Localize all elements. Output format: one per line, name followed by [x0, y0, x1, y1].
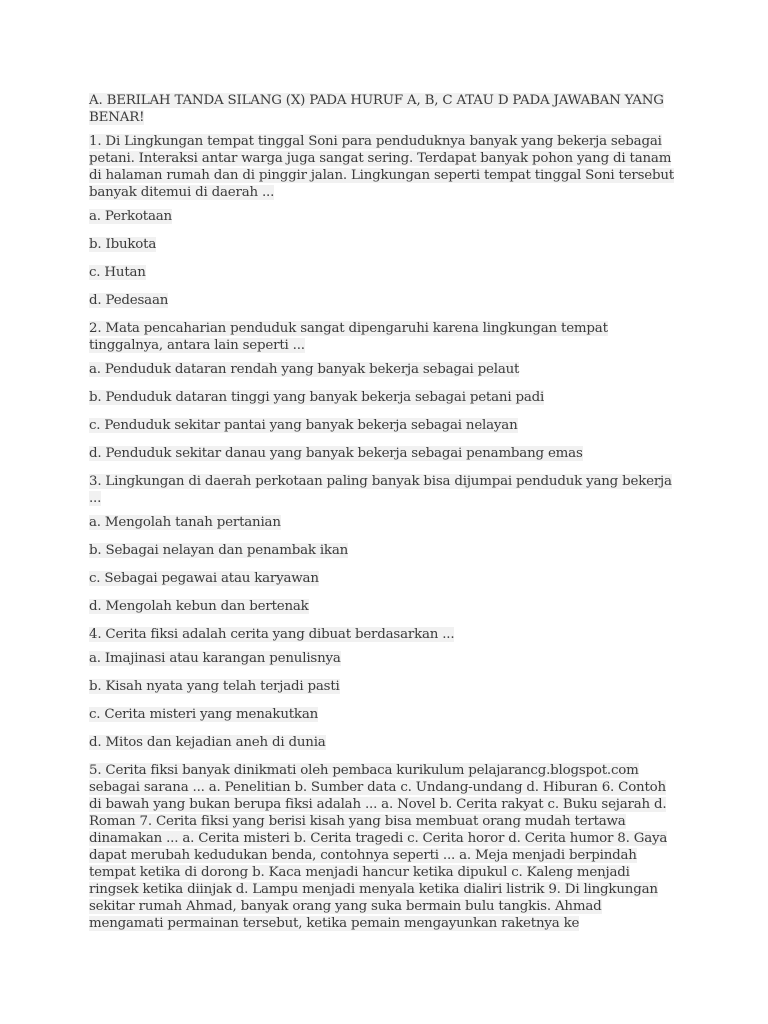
option-c: c. Penduduk sekitar pantai yang banyak bekerja sebagai nelayan [89, 418, 518, 433]
option-d: d. Penduduk sekitar danau yang banyak bekerja sebagai penambang emas [89, 446, 583, 461]
question-text: 2. Mata pencaharian penduduk sangat dipengaruhi karena lingkungan tempat tinggalnya, antara lain seperti ... [89, 321, 608, 353]
continued-questions-paragraph: 5. Cerita fiksi banyak dinikmati oleh pembaca kurikulum pelajarancg.blogspot.com sebagai sarana ... a. Penelitian b. Sumber data c. Undang-undang d. Hiburan 6. Contoh di bawah yang bukan berupa fiksi adalah ... a. Novel b. Cerita rakyat c. Buku sejarah d. Roman 7. Cerita fiksi yang berisi kisah yang bisa membuat orang mudah tertawa dinamakan ... a. Cerita misteri b. Cerita tragedi c. Cerita horor d. Cerita humor 8. Gaya dapat merubah kedudukan benda, contohnya seperti ... a. Meja menjadi berpindah tempat ketika di dorong b. Kaca menjadi hancur ketika dipukul c. Kaleng menjadi ringsek ketika diinjak d. Lampu menjadi menyala ketika dialiri listrik 9. Di lingkungan sekitar rumah Ahmad, banyak orang yang suka bermain bulu tangkis. Ahmad mengamati permainan tersebut, ketika pemain mengayunkan raketnya ke [89, 763, 668, 931]
option-b: b. Penduduk dataran tinggi yang banyak bekerja sebagai petani padi [89, 390, 545, 405]
question-text: 3. Lingkungan di daerah perkotaan paling banyak bisa dijumpai penduduk yang bekerja ... [89, 474, 672, 506]
question-4 [89, 626, 679, 751]
option-c: c. Cerita misteri yang menakutkan [89, 707, 319, 722]
option-c: c. Sebagai pegawai atau karyawan [89, 571, 319, 586]
option-a: a. Imajinasi atau karangan penulisnya [89, 651, 341, 666]
document-page [89, 92, 679, 932]
option-b: b. Kisah nyata yang telah terjadi pasti [89, 679, 340, 694]
option-b: b. Ibukota [89, 237, 157, 252]
option-a: a. Mengolah tanah pertanian [89, 515, 281, 530]
instruction-heading: A. BERILAH TANDA SILANG (X) PADA HURUF A, B, C ATAU D PADA JAWABAN YANG BENAR! [89, 93, 664, 125]
option-d: d. Pedesaan [89, 293, 169, 308]
question-2 [89, 320, 679, 462]
question-1 [89, 133, 679, 309]
question-text: 1. Di Lingkungan tempat tinggal Soni para penduduknya banyak yang bekerja sebagai petani. Interaksi antar warga juga sangat sering. Terdapat banyak pohon yang di tanam di halaman rumah dan di pinggir jalan. Lingkungan seperti tempat tinggal Soni tersebut banyak ditemui di daerah ... [89, 134, 674, 200]
question-3 [89, 473, 679, 615]
option-c: c. Hutan [89, 265, 146, 280]
option-d: d. Mengolah kebun dan bertenak [89, 599, 309, 614]
option-b: b. Sebagai nelayan dan penambak ikan [89, 543, 349, 558]
option-a: a. Perkotaan [89, 209, 172, 224]
option-d: d. Mitos dan kejadian aneh di dunia [89, 735, 326, 750]
option-a: a. Penduduk dataran rendah yang banyak bekerja sebagai pelaut [89, 362, 520, 377]
question-text: 4. Cerita fiksi adalah cerita yang dibuat berdasarkan ... [89, 627, 455, 642]
